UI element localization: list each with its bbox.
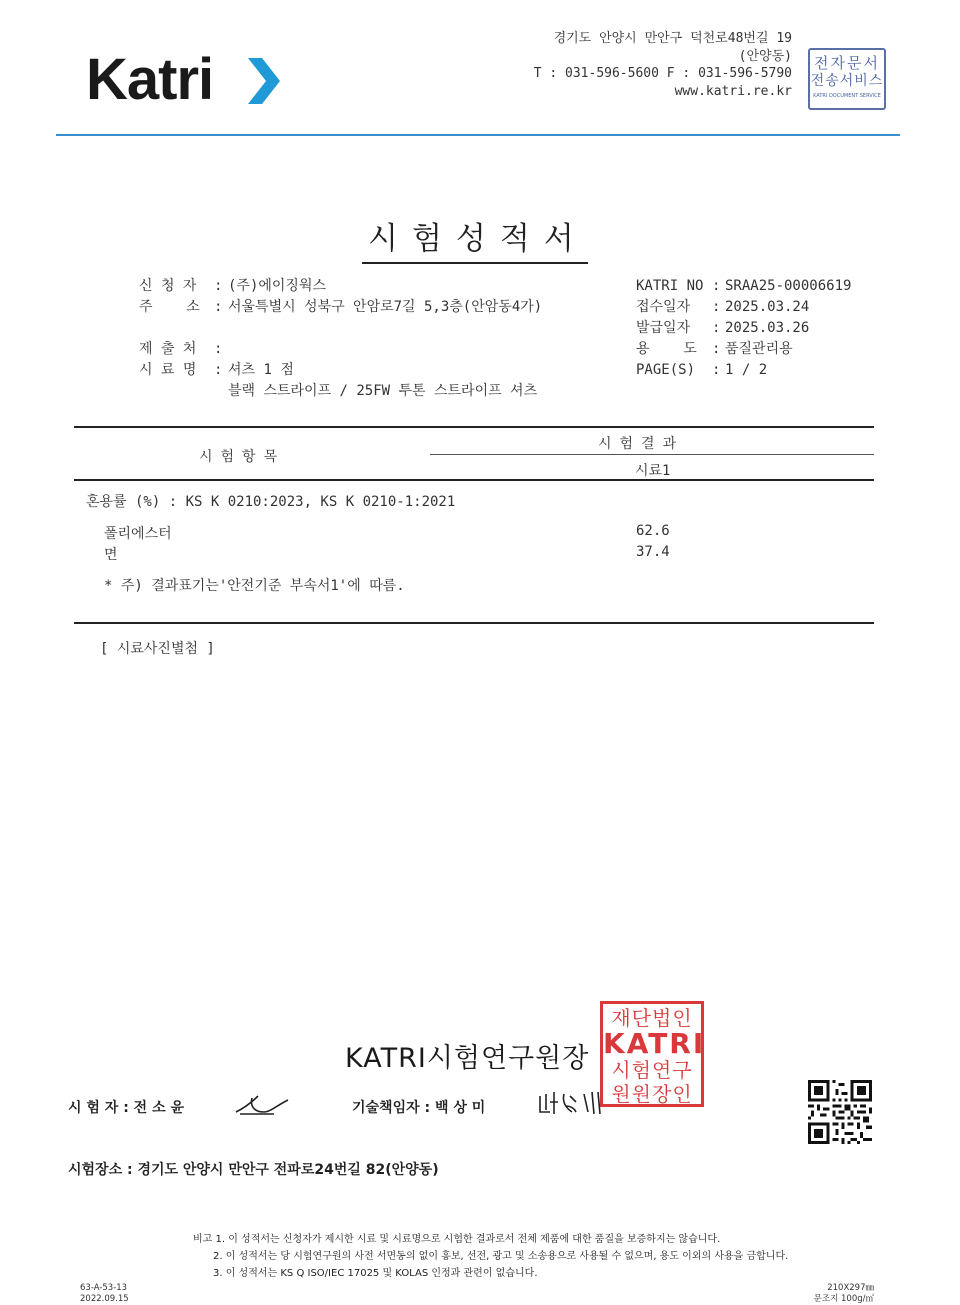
document-title: 시험성적서 [362, 213, 588, 264]
table-row-value: 62.6 [636, 523, 670, 539]
header-address [534, 30, 792, 100]
use-value: 품질관리용 [725, 341, 793, 357]
table-top-rule [74, 426, 874, 428]
page-label: PAGE(S) [636, 362, 696, 378]
seal-text: 재단법인 [611, 1006, 693, 1030]
form-date-text: 2022.09.15 [80, 1294, 129, 1304]
katri-logo: Katri [86, 47, 214, 112]
sample-label: 시 료 명 [139, 362, 197, 378]
seal-text: 원원장인 [611, 1082, 693, 1106]
test-site: 시험장소 : 경기도 안양시 만안구 전파로24번길 82(안양동) [68, 1162, 439, 1178]
page-value: 1 / 2 [725, 362, 768, 378]
website-link[interactable]: www.katri.re.kr [674, 83, 792, 99]
chevron-right-icon [246, 56, 282, 106]
table-row-item: 폴리에스터 [104, 526, 172, 542]
seal-text: 시험연구 [611, 1058, 693, 1082]
form-code [80, 1283, 129, 1305]
paper-size-text: 210X297㎜ [827, 1283, 874, 1293]
stamp-line: 전송서비스 [810, 73, 884, 89]
footer-note-3: 3. 이 성적서는 KS Q ISO/IEC 17025 및 KOLAS 인정과 관련이 없습니다. [213, 1268, 538, 1279]
katri-no-label: KATRI NO [636, 278, 704, 294]
applicant-value: (주)에이징웍스 [228, 278, 327, 294]
e-document-stamp [808, 48, 886, 110]
result-note: * 주) 결과표기는'안전기준 부속서1'에 따름. [104, 578, 405, 594]
seal-text: KATRI [603, 1027, 706, 1060]
issued-label: 발급일자 [636, 320, 691, 336]
form-code-text: 63-A-53-13 [80, 1283, 128, 1293]
test-method: 혼용률 (%) : KS K 0210:2023, KS K 0210-1:2021 [86, 494, 456, 510]
table-bottom-rule [74, 622, 874, 624]
issued-colon: : [712, 320, 721, 336]
table-mid-rule [430, 454, 874, 455]
col-header-item: 시험항목 [199, 449, 286, 465]
paper-spec [814, 1283, 874, 1305]
official-seal [600, 1001, 704, 1107]
stamp-line: KATRI DOCUMENT SERVICE [813, 93, 881, 99]
qr-code[interactable] [808, 1080, 872, 1144]
submit-label: 제 출 처 [139, 341, 197, 357]
table-header-rule [74, 479, 874, 481]
table-row-item: 면 [104, 547, 118, 563]
received-colon: : [712, 299, 721, 315]
stamp-line: 전자문서 [814, 54, 880, 72]
tech-manager-line: 기술책임자 : 백 상 미 [352, 1100, 486, 1116]
katri-no-value: SRAA25-00006619 [725, 278, 852, 294]
phone-fax: T : 031-596-5600 F : 031-596-5790 [533, 66, 792, 81]
page-colon: : [712, 362, 721, 378]
tester-line: 시 험 자 : 전 소 윤 [68, 1100, 184, 1116]
photo-attachment-note: [ 시료사진별첨 ] [100, 641, 215, 657]
footer-note-2: 2. 이 성적서는 당 시험연구원의 사전 서면동의 없이 홍보, 선전, 광고 및 소송용으로 사용될 수 없으며, 용도 이외의 사용을 금합니다. [213, 1251, 789, 1262]
submit-colon: : [214, 341, 223, 357]
header-divider [56, 134, 900, 136]
tester-signature [234, 1092, 290, 1118]
applicant-colon: : [214, 278, 223, 294]
received-value: 2025.03.24 [725, 299, 810, 315]
col-header-result: 시험결과 [598, 436, 685, 452]
sample-value: 셔츠 1 점 [228, 362, 294, 378]
address-line: 경기도 안양시 만안구 덕천로48번길 19 [553, 31, 792, 46]
table-row-value: 37.4 [636, 544, 670, 560]
footer-note-1: 비고 1. 이 성적서는 신청자가 제시한 시료 및 시료명으로 시험한 결과로서 전체 제품에 대한 품질을 보증하지는 않습니다. [193, 1234, 721, 1245]
tech-manager-signature [536, 1088, 606, 1120]
use-colon: : [712, 341, 721, 357]
katri-no-colon: : [712, 278, 721, 294]
institute-name: KATRI시험연구원장 [345, 1043, 590, 1074]
sample-detail: 블랙 스트라이프 / 25FW 투톤 스트라이프 셔츠 [228, 383, 538, 399]
address-line-2: (안양동) [738, 48, 792, 64]
address-label: 주 소 [139, 299, 200, 315]
address-value: 서울특별시 성북구 안암로7길 5,3층(안암동4가) [228, 299, 543, 315]
use-label: 용 도 [636, 341, 697, 357]
received-label: 접수일자 [636, 299, 691, 315]
address-colon: : [214, 299, 223, 315]
applicant-label: 신 청 자 [139, 278, 197, 294]
sample-colon: : [214, 362, 223, 378]
paper-weight-text: 문조지 100g/㎡ [813, 1294, 874, 1304]
issued-value: 2025.03.26 [725, 320, 810, 336]
col-header-sample: 시료1 [635, 463, 671, 479]
